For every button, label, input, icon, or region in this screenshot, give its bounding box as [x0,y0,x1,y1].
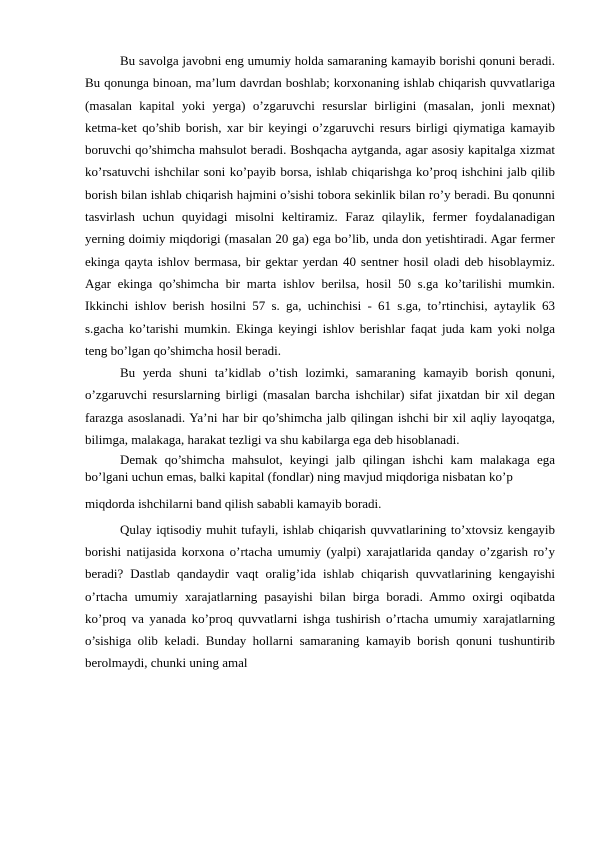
paragraph-homogeneous-resources: Bu yerda shuni ta’kidlab o’tish lozimki, samaraning kamayib borish qonuni, o’zgaruvchi resurslarning birligi (masalan barcha ishchilar) sifat jixatdan bir xil degan farazga asoslanadi. Ya’ni har bir qo’shimcha jalb qilingan ishchi bir xil aqliy layoqatga, bilimga, malakaga, harakat tezligi va shu kabilarga ega deb hisoblanadi. [85,365,555,448]
paragraph-conclusion: Demak qo’shimcha mahsulot, keyingi jalb qilingan ishchi kam malakaga ega bo’lgani uchun emas, balki kapital (fondlar) ning mavjud miqdoriga nisbatan ko’p [85,452,555,485]
paragraph-diminishing-returns-law: Bu savolga javobni eng umumiy holda samaraning kamayib borishi qonuni beradi. Bu qonunga binoan, ma’lum davrdan boshlab; korxonaning ishlab chiqarish quvvatlariga (masalan kapital yoki yerga) o’zgaruvchi resurslar birligini (masalan, jonli mexnat) ketma-ket qo’shib borish, xar bir keyingi o’zgaruvchi resurs birligi qiymatiga kamayib boruvchi qo’shimcha mahsulot beradi. Boshqacha aytganda, agar asosiy kapitalga xizmat ko’rsatuvchi ishchilar soni ko’payib borsa, ishlab chiqarishga ko’proq ishchini jalb qilib borish bilan ishlab chiqarish hajmini o’sishi tobora sekinlik bilan ro’y beradi. Bu qonunni tasvirlash uchun quyidagi misolni keltiramiz. Faraz qilaylik, fermer foydalanadigan yerning doimiy miqdorigi (masalan 20 ga) ega bo’lib, unda don yetishtiradi. Agar fermer ekinga qayta ishlov bermasa, bir gektar yerdan 40 sentner hosil oladi deb hisoblaymiz. Agar ekinga qo’shimcha bir marta ishlov berilsa, hosil 50 s.ga ko’tarilishi mumkin. Ikkinchi ishlov berish hosilni 57 s. ga, uchinchisi - 61 s.ga, to’rtinchisi, aytaylik 63 s.gacha ko’tarishi mumkin. Ekinga keyingi ishlov berishlar faqat juda kam yoki nolga teng bo’lgan qo’shimcha hosil beradi. [85,53,555,358]
document-page [85,50,555,675]
paragraph-conclusion-continued: miqdorda ishchilarni band qilish sababli kamayib boradi. [85,496,382,512]
paragraph-average-costs: Qulay iqtisodiy muhit tufayli, ishlab chiqarish quvvatlarining to’xtovsiz kengayib borishi natijasida korxona o’rtacha umumiy (yalpi) xarajatlarida qanday o’zgarish ro’y beradi? Dastlab qandaydir vaqt oralig’ida ishlab chiqarish quvvatlarining kengayishi o’rtacha umumiy xarajatlarning pasayishi bilan birga boradi. Ammo oxirgi oqibatda ko’proq va yanada ko’proq quvvatlarni ishga tushirish o’rtacha umumiy xarajatlarning o’sishiga olib keladi. Bunday hollarni samaraning kamayib borish qonuni tushuntirib berolmaydi, chunki uning amal [85,521,555,671]
